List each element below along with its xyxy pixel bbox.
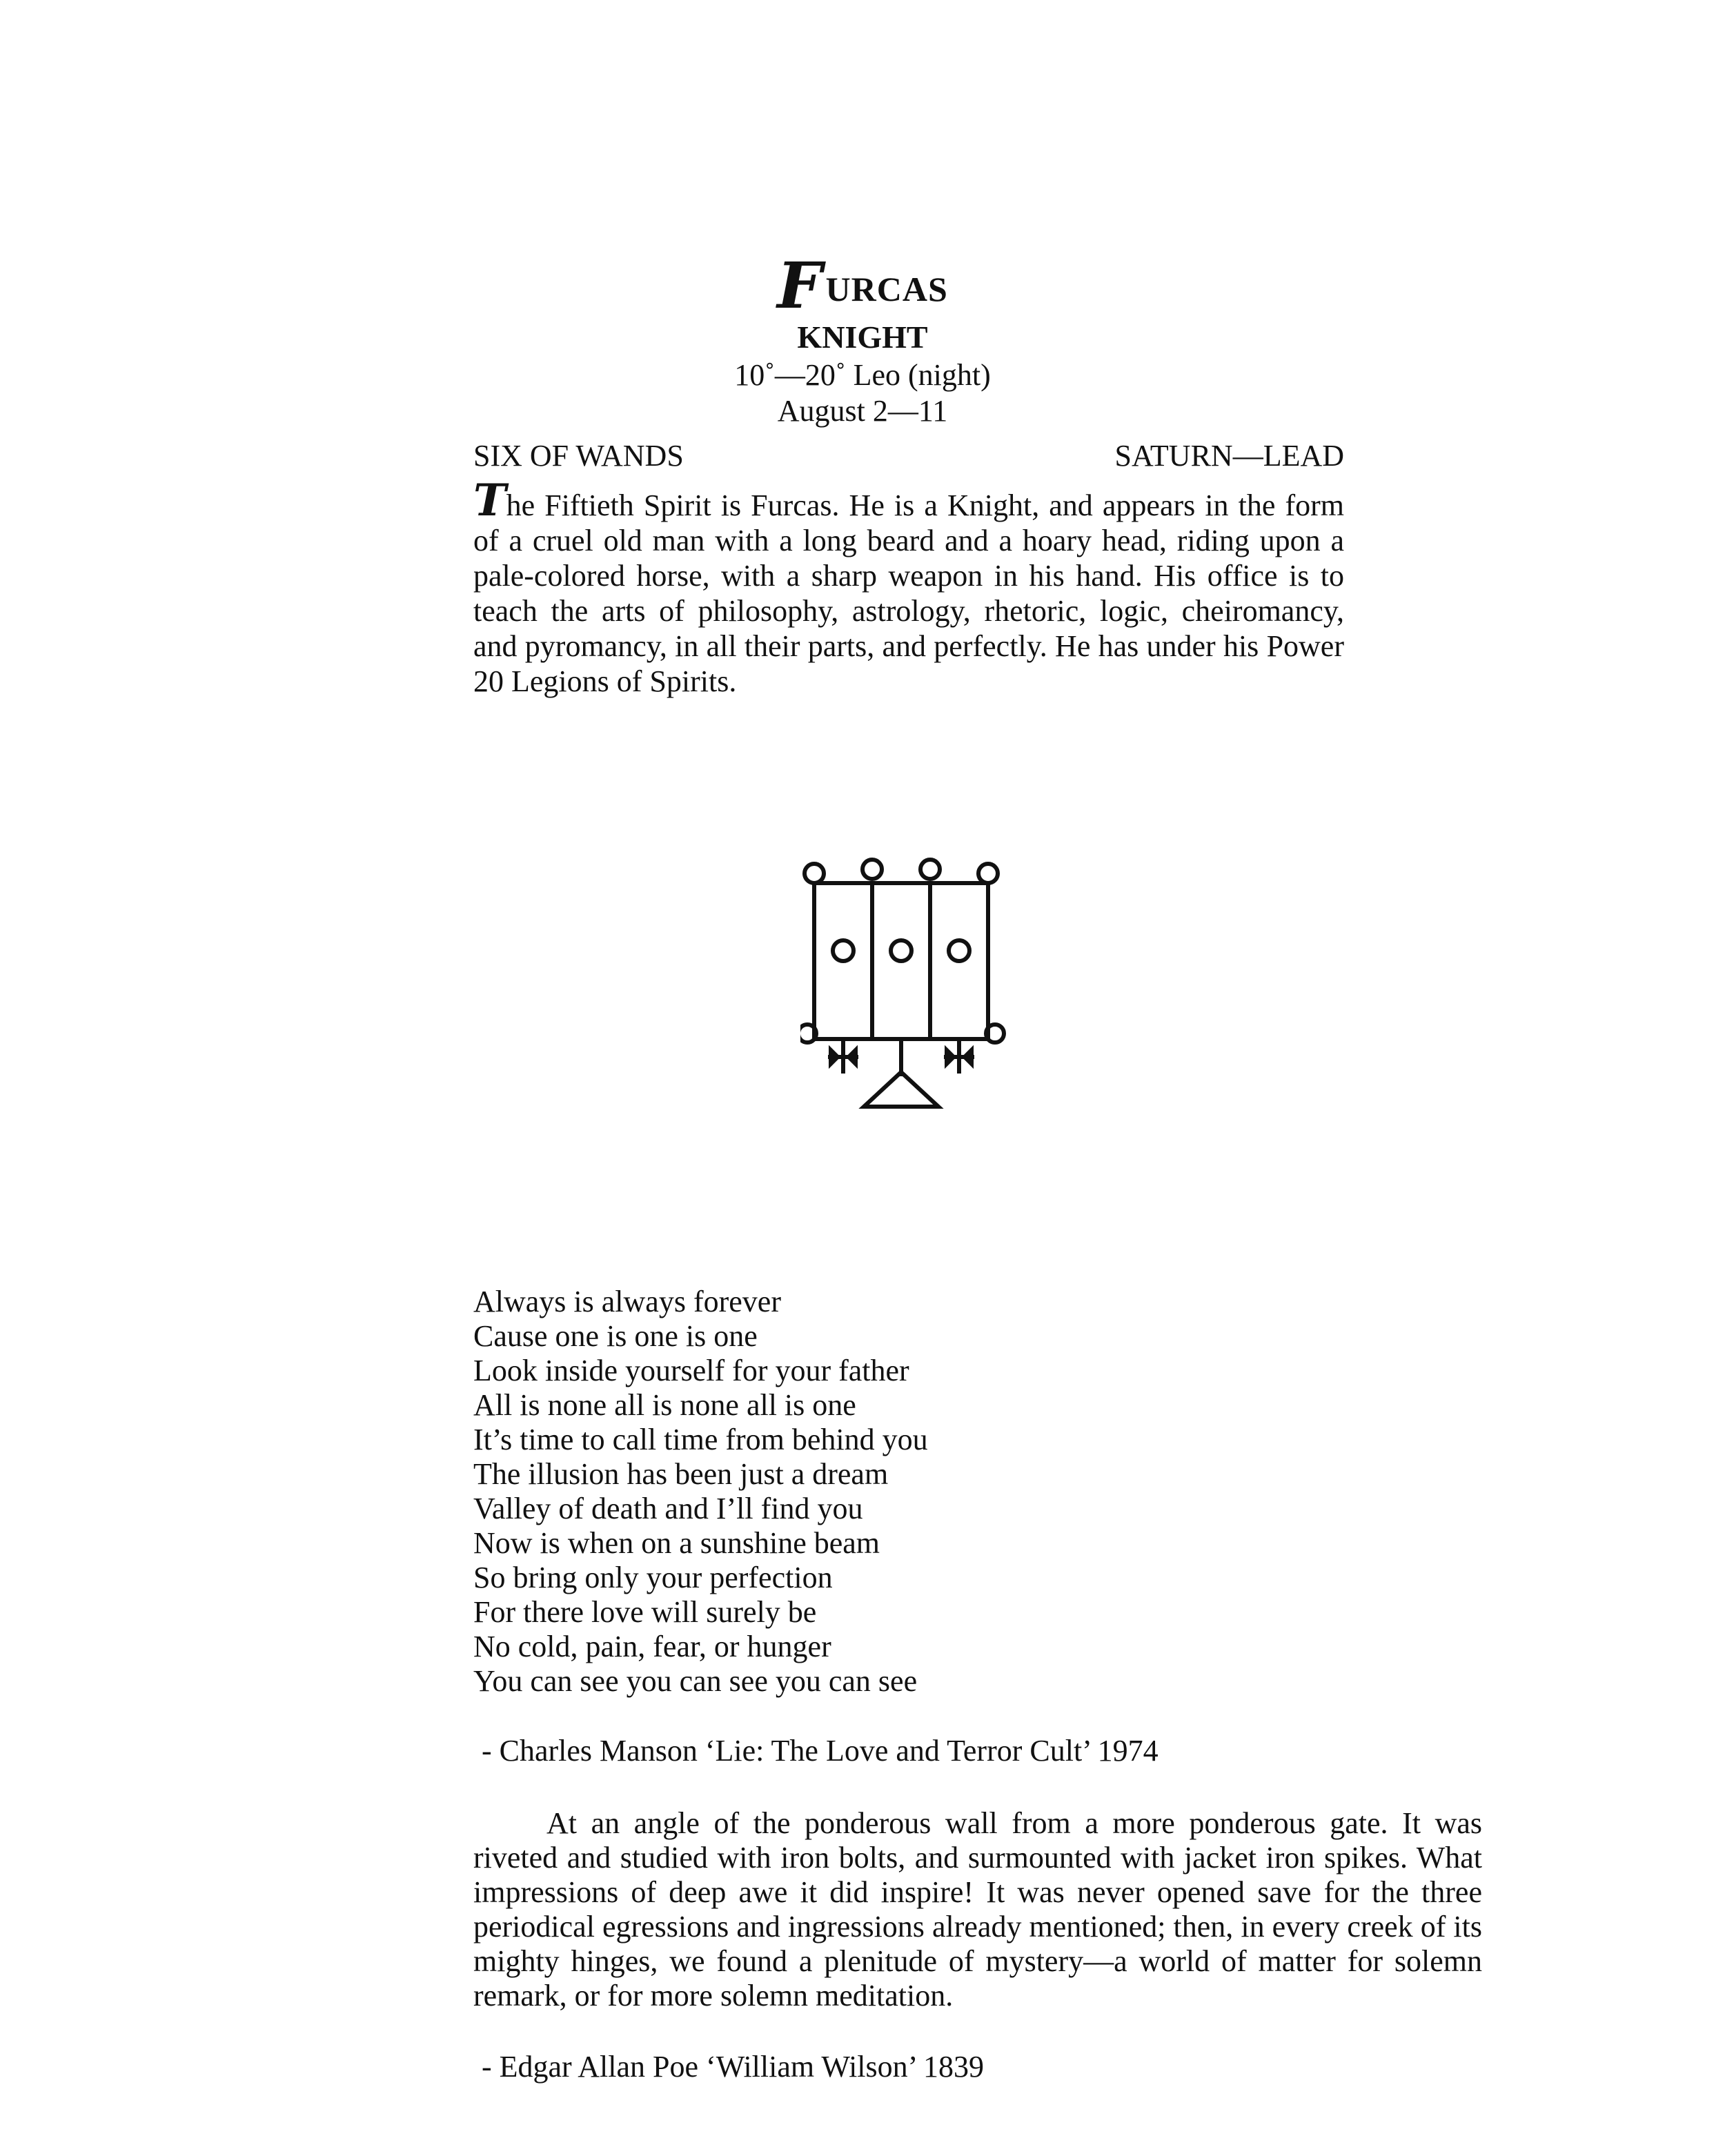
zodiac-degrees: 10˚—20˚ Leo (night)	[734, 358, 991, 392]
poem-line: You can see you can see you can see	[473, 1664, 918, 1698]
furcas-seal-icon	[800, 856, 1007, 1111]
planet-metal: SATURN—LEAD	[1114, 439, 1344, 473]
seal-circle	[833, 940, 854, 961]
poem-line: The illusion has been just a dream	[473, 1457, 889, 1491]
seal-circle	[805, 864, 824, 883]
tarot-card: SIX OF WANDS	[473, 439, 684, 473]
description-dropcap: T	[473, 475, 506, 526]
poem-line: So bring only your perfection	[473, 1561, 833, 1594]
poem-line: All is none all is none all is one	[473, 1388, 856, 1422]
spirit-rank: KNIGHT	[797, 319, 928, 355]
title-initial: F	[777, 248, 823, 323]
seal-cross	[828, 1040, 858, 1074]
seal-circle	[949, 940, 969, 961]
seal-circle	[920, 860, 940, 879]
poem	[473, 1285, 928, 1699]
seal-cross	[944, 1040, 974, 1074]
poem-line: Now is when on a sunshine beam	[473, 1526, 880, 1560]
seal-circle	[891, 940, 911, 961]
seal-triangle	[864, 1072, 938, 1107]
poem-line: No cold, pain, fear, or hunger	[473, 1630, 831, 1663]
poem-line: For there love will surely be	[473, 1595, 817, 1629]
date-range: August 2—11	[777, 394, 948, 428]
poem-line: Valley of death and I’ll find you	[473, 1492, 863, 1525]
seal-circle	[862, 860, 882, 879]
description-text: he Fiftieth Spirit is Furcas. He is a Knight, and appears in the form of a cruel old man with a long beard and a hoary head, riding upon a pale-colored horse, with a sharp weapon in his hand. His office is to teach the arts of philosophy, astrology, rhetoric, logic, cheiromancy, and pyromancy, in all their parts, and perfectly. He has under his Power 20 Legions of Spirits.	[473, 488, 1344, 698]
title-rest: URCAS	[825, 270, 948, 308]
prose-citation: - Edgar Allan Poe ‘William Wilson’ 1839	[482, 2050, 985, 2084]
spirit-description	[473, 475, 1344, 699]
poem-citation: - Charles Manson ‘Lie: The Love and Terror Cult’ 1974	[482, 1734, 1159, 1768]
poem-line: Look inside yourself for your father	[473, 1354, 909, 1387]
poem-line: It’s time to call time from behind you	[473, 1423, 928, 1456]
poem-line: Cause one is one is one	[473, 1319, 758, 1353]
poem-line: Always is always forever	[473, 1285, 781, 1318]
prose-passage: At an angle of the ponderous wall from a more ponderous gate. It was riveted and studied with iron bolts, and surmounted with jacket iron spikes. What impressions of deep awe it did inspire! It was never opened save for the three periodical egressions and ingressions already mentioned; then, in every creek of its mighty hinges, we found a plenitude of mystery—a world of matter for solemn remark, or for more solemn meditation.	[473, 1806, 1482, 2012]
seal-circle	[978, 864, 998, 883]
spirit-title	[0, 248, 1725, 323]
